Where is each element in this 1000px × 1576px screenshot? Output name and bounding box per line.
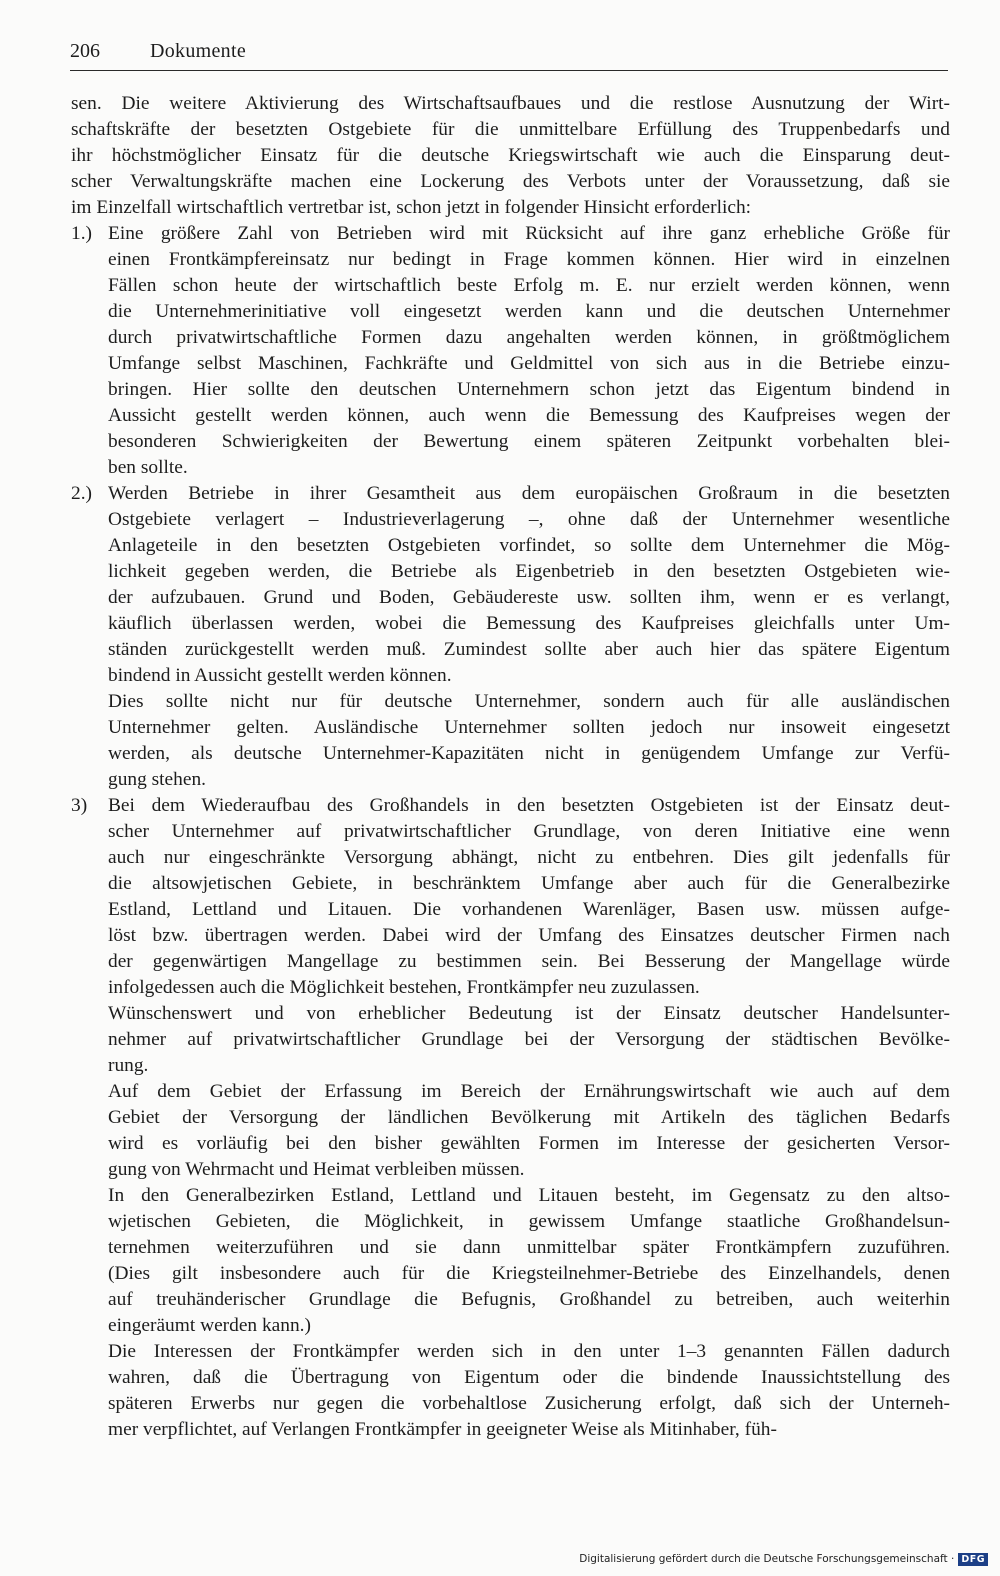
text-line: Gebiet der Versorgung der ländlichen Bevölkerung mit Artikeln des täglichen Bedarfs: [108, 1107, 950, 1128]
text-line: Werden Betriebe in ihrer Gesamtheit aus dem europäischen Großraum in die besetzten: [108, 483, 950, 504]
text-line: lichkeit gegeben werden, die Betriebe als Eigenbetrieb in den besetzten Ostgebieten wie-: [108, 561, 950, 582]
text-line: Anlageteile in den besetzten Ostgebieten vorfindet, so sollte dem Unternehmer die Mög-: [108, 535, 950, 556]
item-paragraph: [71, 481, 950, 689]
text-line: der gegenwärtigen Mangellage zu bestimmen sein. Bei Besserung der Mangellage würde: [108, 951, 950, 972]
list-item: [71, 793, 950, 1443]
text-line: scher Unternehmer auf privatwirtschaftlicher Grundlage, von deren Initiative eine wenn: [108, 821, 950, 842]
text-line: käuflich überlassen werden, wobei die Bemessung des Kaufpreises gleichfalls unter Um-: [108, 613, 950, 634]
list-item: [71, 481, 950, 793]
text-line: wjetischen Gebieten, die Möglichkeit, in gewissem Umfange staatliche Großhandelsun-: [108, 1211, 950, 1232]
text-line: wahren, daß die Übertragung von Eigentum oder die bindende Inaussichtstellung des: [108, 1367, 950, 1388]
text-line: (Dies gilt insbesondere auch für die Kriegsteilnehmer-Betriebe des Einzelhandels, denen: [108, 1263, 950, 1284]
text-line: schaftskräfte der besetzten Ostgebiete für die unmittelbare Erfüllung des Truppenbedarfs und: [71, 119, 950, 140]
text-line: gung von Wehrmacht und Heimat verbleiben müssen.: [108, 1159, 525, 1180]
text-line: scher Verwaltungskräfte machen eine Lockerung des Verbots unter der Voraussetzung, daß sie: [71, 171, 950, 192]
text-line: Ostgebiete verlagert – Industrieverlagerung –, ohne daß der Unternehmer wesentliche: [108, 509, 950, 530]
text-line: werden, als deutsche Unternehmer-Kapazitäten nicht in genügendem Umfange zur Verfü-: [108, 743, 950, 764]
text-line: sen. Die weitere Aktivierung des Wirtschaftsaufbaues und die restlose Ausnutzung der Wirt-: [71, 93, 950, 114]
text-line: späteren Erwerbs nur gegen die vorbehaltlose Zusicherung erfolgt, daß sich der Unterneh-: [108, 1393, 950, 1414]
text-line: Umfange selbst Maschinen, Fachkräfte und Geldmittel von sich aus in die Betriebe einzu-: [108, 353, 950, 374]
section-title: Dokumente: [150, 40, 247, 62]
page-header: [70, 38, 948, 71]
text-line: einen Frontkämpfereinsatz nur bedingt in Frage kommen können. Hier wird in einzelnen: [108, 249, 950, 270]
item-number: 2.): [71, 483, 93, 504]
numbered-list: [71, 221, 950, 1443]
text-line: mer verpflichtet, auf Verlangen Frontkämpfer in geeigneter Weise als Mitinhaber, füh-: [108, 1419, 777, 1440]
dfg-logo-icon: DFG: [958, 1553, 988, 1566]
text-line: ben sollte.: [108, 457, 188, 478]
text-line: ständen zurückgestellt werden muß. Zumindest sollte aber auch hier das spätere Eigentum: [108, 639, 950, 660]
body-text: [71, 91, 950, 1443]
text-line: auf treuhänderischer Grundlage die Befugnis, Großhandel zu betreiben, auch weiterhin: [108, 1289, 950, 1310]
text-line: die Unternehmerinitiative voll eingesetzt werden kann und die deutschen Unternehmer: [108, 301, 950, 322]
item-paragraph: [71, 221, 950, 481]
text-line: der aufzubauen. Grund und Boden, Gebäudereste usw. sollten ihm, wenn er es verlangt,: [108, 587, 950, 608]
text-line: besonderen Schwierigkeiten der Bewertung einem späteren Zeitpunkt vorbehalten blei-: [108, 431, 950, 452]
text-line: nehmer auf privatwirtschaftlicher Grundlage bei der Versorgung der städtischen Bevölke-: [108, 1029, 950, 1050]
text-line: Aussicht gestellt werden können, auch wenn die Bemessung des Kaufpreises wegen der: [108, 405, 950, 426]
text-line: durch privatwirtschaftliche Formen dazu angehalten werden können, in größtmöglichem: [108, 327, 950, 348]
text-line: löst bzw. übertragen werden. Dabei wird der Umfang des Einsatzes deutscher Firmen nach: [108, 925, 950, 946]
item-paragraph: [108, 1183, 950, 1339]
text-line: Bei dem Wiederaufbau des Großhandels in den besetzten Ostgebieten ist der Einsatz deut-: [108, 795, 950, 816]
text-line: In den Generalbezirken Estland, Lettland und Litauen besteht, im Gegensatz zu den altso-: [108, 1185, 950, 1206]
text-line: Auf dem Gebiet der Erfassung im Bereich der Ernährungswirtschaft wie auch auf dem: [108, 1081, 950, 1102]
text-line: die altsowjetischen Gebiete, in beschränktem Umfange aber auch für die Generalbezirke: [108, 873, 950, 894]
item-number: 1.): [71, 223, 93, 244]
intro-paragraph: [71, 91, 950, 221]
footer: [579, 1551, 988, 1567]
text-line: bindend in Aussicht gestellt werden können.: [108, 665, 452, 686]
text-line: eingeräumt werden kann.): [108, 1315, 311, 1336]
page-number: 206: [70, 40, 100, 62]
item-number: 3): [71, 795, 88, 816]
text-line: Die Interessen der Frontkämpfer werden sich in den unter 1–3 genannten Fällen dadurch: [108, 1341, 950, 1362]
text-line: bringen. Hier sollte den deutschen Unternehmern schon jetzt das Eigentum bindend in: [108, 379, 950, 400]
text-line: auch nur eingeschränkte Versorgung abhängt, nicht zu entbehren. Dies gilt jedenfalls für: [108, 847, 950, 868]
text-line: wird es vorläufig bei den bisher gewählten Formen im Interesse der gesicherten Versor-: [108, 1133, 950, 1154]
text-line: ternehmen weiterzuführen und sie dann unmittelbar später Frontkämpfern zuzuführen.: [108, 1237, 950, 1258]
text-line: im Einzelfall wirtschaftlich vertretbar ist, schon jetzt in folgender Hinsicht erforderlich:: [71, 197, 752, 218]
text-line: Eine größere Zahl von Betrieben wird mit Rücksicht auf ihre ganz erhebliche Größe für: [108, 223, 950, 244]
text-line: Wünschenswert und von erheblicher Bedeutung ist der Einsatz deutscher Handelsunter-: [108, 1003, 950, 1024]
text-line: gung stehen.: [108, 769, 207, 790]
item-paragraph: [108, 1339, 950, 1443]
text-line: ihr höchstmöglicher Einsatz für die deutsche Kriegswirtschaft wie auch die Einsparung deut-: [71, 145, 950, 166]
item-paragraph: [108, 689, 950, 793]
text-line: rung.: [108, 1055, 149, 1076]
item-paragraph: [108, 1079, 950, 1183]
text-line: Dies sollte nicht nur für deutsche Unternehmer, sondern auch für alle ausländischen: [108, 691, 950, 712]
item-paragraph: [71, 793, 950, 1001]
text-line: Unternehmer gelten. Ausländische Unternehmer sollten jedoch nur insoweit eingesetzt: [108, 717, 950, 738]
text-line: infolgedessen auch die Möglichkeit bestehen, Frontkämpfer neu zuzulassen.: [108, 977, 700, 998]
text-line: Estland, Lettland und Litauen. Die vorhandenen Warenläger, Basen usw. müssen aufge-: [108, 899, 950, 920]
list-item: [71, 221, 950, 481]
footer-text: Digitalisierung gefördert durch die Deutsche Forschungsgemeinschaft ·: [579, 1553, 955, 1565]
item-paragraph: [108, 1001, 950, 1079]
text-line: Fällen schon heute der wirtschaftlich beste Erfolg m. E. nur erzielt werden können, wenn: [108, 275, 950, 296]
